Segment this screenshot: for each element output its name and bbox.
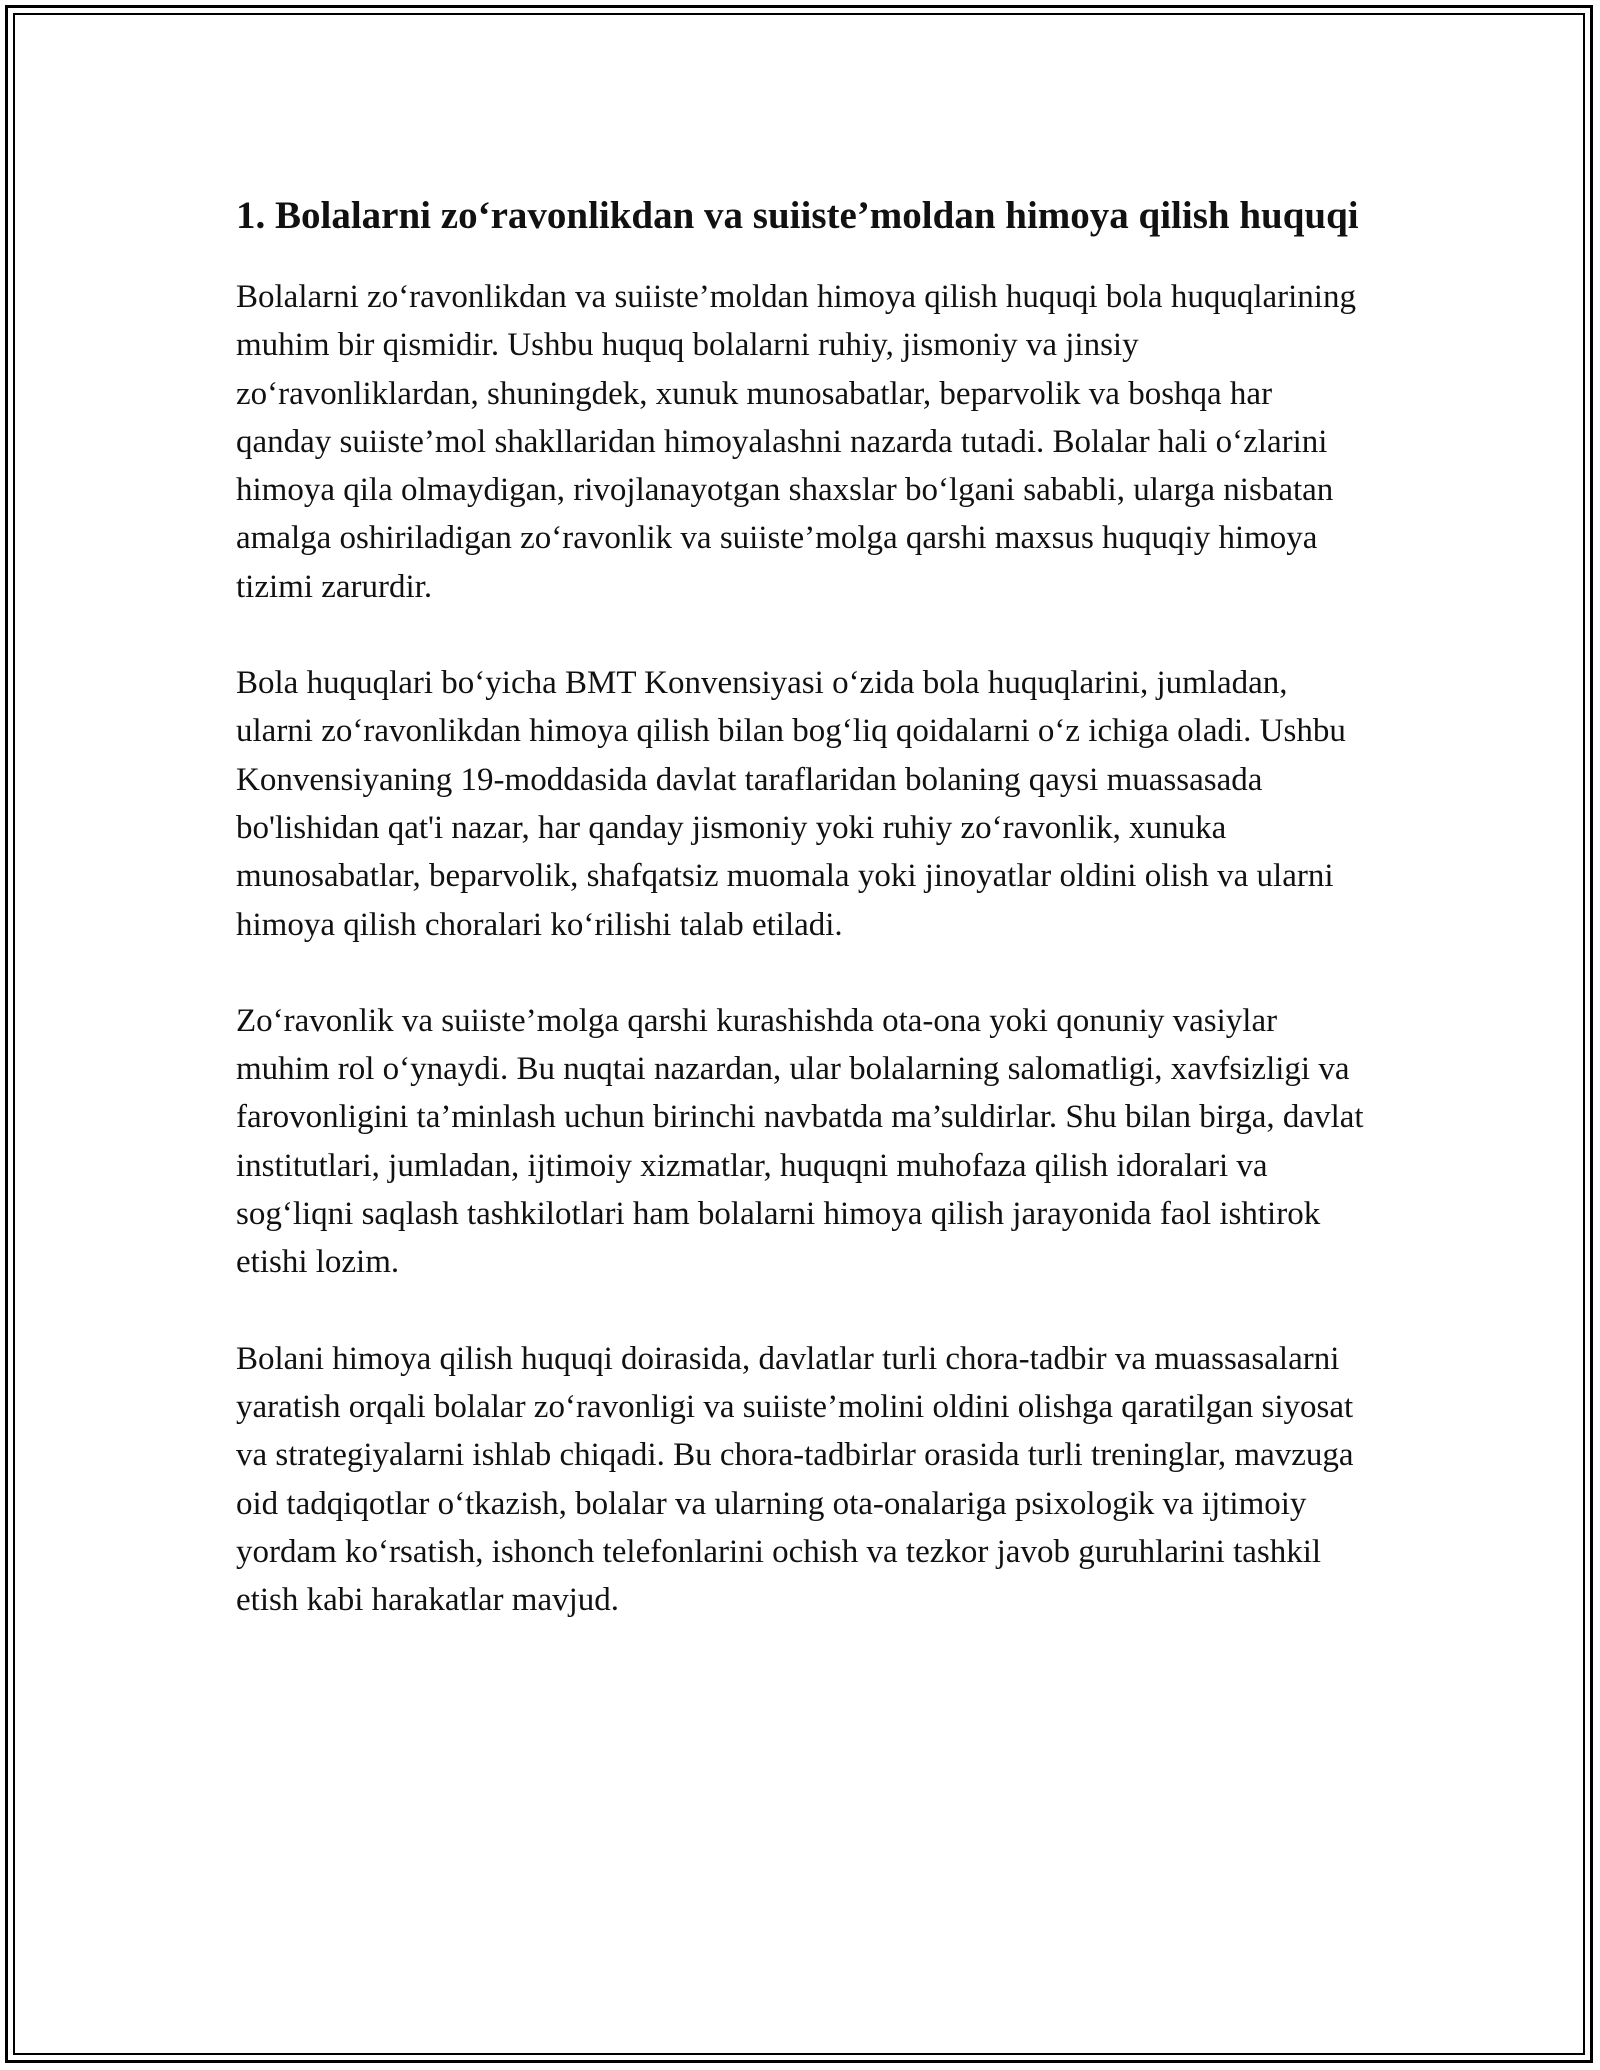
- paragraph-3: Zo‘ravonlik va suiiste’molga qarshi kurashishda ota-ona yoki qonuniy vasiylar muhim rol o‘ynaydi. Bu nuqtai nazardan, ular bolalarning salomatligi, xavfsizligi va farovonligini ta’minlash uchun birinchi navbatda ma’suldirlar. Shu bilan birga, davlat institutlari, jumladan, ijtimoiy xizmatlar, huquqni muhofaza qilish idoralari va sog‘liqni saqlash tashkilotlari ham bolalarni himoya qilish jarayonida faol ishtirok etishi lozim.: [236, 1002, 1364, 1281]
- paragraph-2: Bola huquqlari bo‘yicha BMT Konvensiyasi o‘zida bola huquqlarini, jumladan, ularni zo‘ravonlikdan himoya qilish bilan bog‘liq qoidalarni o‘z ichiga oladi. Ushbu Konvensiyaning 19-moddasida davlat taraflaridan bolaning qaysi muassasada bo'lishidan qat'i nazar, har qanday jismoniy yoki ruhiy zo‘ravonlik, xunuka munosabatlar, beparvolik, shafqatsiz muomala yoki jinoyatlar oldini olish va ularni himoya qilish choralari ko‘rilishi talab etiladi.: [236, 665, 1346, 943]
- section-heading: 1. Bolalarni zo‘ravonlikdan va suiiste’moldan himoya qilish huquqi: [236, 194, 1359, 237]
- document-body: [236, 188, 1366, 1672]
- paragraph-1: Bolalarni zo‘ravonlikdan va suiiste’moldan himoya qilish huquqi bola huquqlarining muhim bir qismidir. Ushbu huquq bolalarni ruhiy, jismoniy va jinsiy zo‘ravonliklardan, shuningdek, xunuk munosabatlar, beparvolik va boshqa har qanday suiiste’mol shakllaridan himoyalashni nazarda tutadi. Bolalar hali o‘zlarini himoya qila olmaydigan, rivojlanayotgan shaxslar bo‘lgani sababli, ularga nisbatan amalga oshiriladigan zo‘ravonlik va suiiste’molga qarshi maxsus huquqiy himoya tizimi zarurdir.: [236, 279, 1356, 605]
- paragraph-4: Bolani himoya qilish huquqi doirasida, davlatlar turli chora-tadbir va muassasalarni yaratish orqali bolalar zo‘ravonligi va suiiste’molini oldini olishga qaratilgan siyosat va strategiyalarni ishlab chiqadi. Bu chora-tadbirlar orasida turli treninglar, mavzuga oid tadqiqotlar o‘tkazish, bolalar va ularning ota-onalariga psixologik va ijtimoiy yordam ko‘rsatish, ishonch telefonlarini ochish va tezkor javob guruhlarini tashkil etish kabi harakatlar mavjud.: [236, 1340, 1354, 1619]
